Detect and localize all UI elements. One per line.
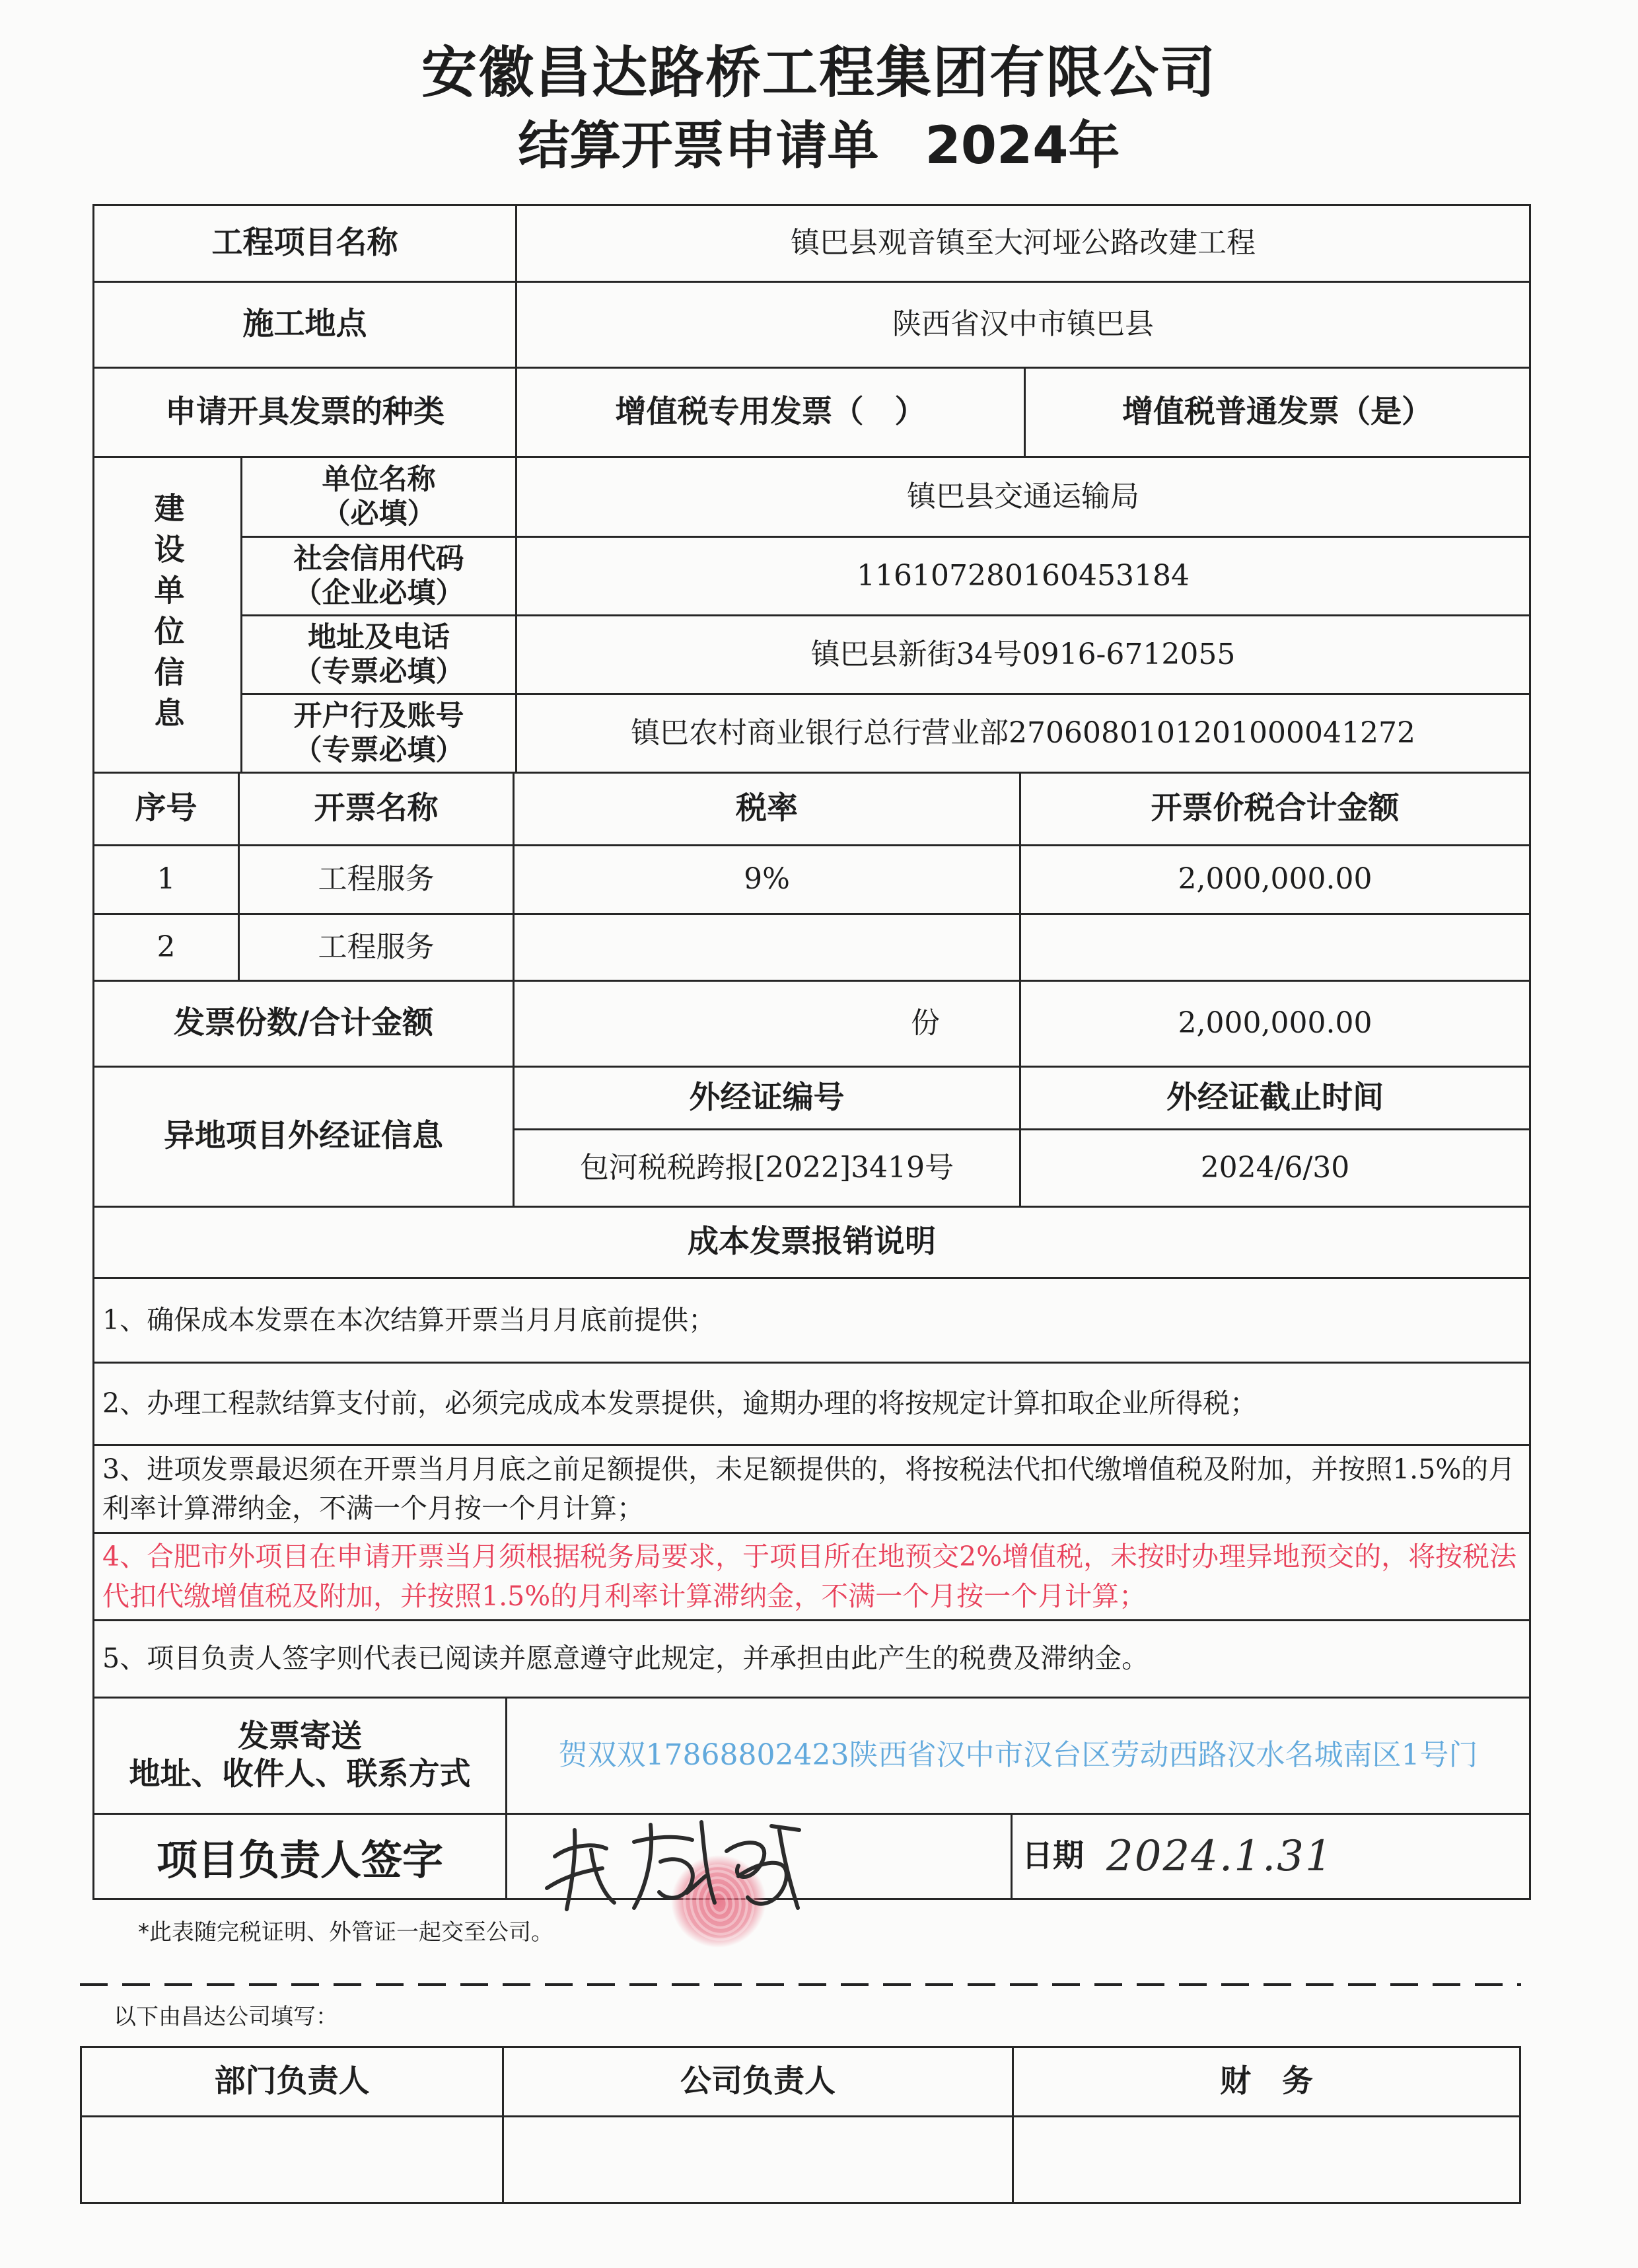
invoice-type-label: 申请开具发票的种类 — [94, 369, 517, 458]
dept-head-header: 部门负责人 — [82, 2048, 504, 2117]
company-head-header: 公司负责人 — [504, 2048, 1014, 2117]
mailing-label-line-2: 地址、收件人、联系方式 — [129, 1755, 471, 1792]
builder-info-group — [94, 458, 242, 774]
date-cell — [1013, 1815, 1531, 1900]
item-row-2-rate — [515, 915, 1021, 982]
item-row-2-name: 工程服务 — [240, 915, 515, 982]
general-vat-invoice-option: 增值税普通发票（是） — [1026, 369, 1531, 458]
permit-no-value: 包河税税跨报[2022]3419号 — [515, 1130, 1021, 1208]
signature-area — [528, 1810, 845, 1956]
unit-name-value: 镇巴县交通运输局 — [517, 458, 1531, 538]
internal-approval-table — [80, 2046, 1521, 2204]
handwritten-date: 2024.1.31 — [1106, 1832, 1334, 1881]
unit-name-label: 单位名称 — [322, 462, 436, 496]
company-head-sign-cell — [504, 2117, 1014, 2204]
builder-field-label — [242, 616, 517, 695]
builder-field-label — [242, 695, 517, 774]
mailing-label — [94, 1699, 507, 1815]
form-title — [0, 116, 1638, 176]
manager-signature-label: 项目负责人签字 — [94, 1815, 507, 1900]
date-label: 日期 — [1022, 1837, 1084, 1874]
unit-name-note: （必填） — [322, 497, 436, 530]
cut-line-divider — [80, 1983, 1521, 1986]
credit-code-note: （企业必填） — [293, 577, 464, 610]
address-phone-value: 镇巴县新街34号0916-6712055 — [517, 616, 1531, 695]
address-phone-note: （专票必填） — [293, 655, 464, 688]
note-item-3: 3、进项发票最迟须在开票当月月底之前足额提供，未足额提供的，将按税法代扣代缴增值税及附加，并按照1.5%的月利率计算滞纳金，不满一个月按一个月计算； — [94, 1446, 1531, 1534]
header-no: 序号 — [94, 774, 240, 846]
project-name-label: 工程项目名称 — [94, 206, 517, 283]
credit-code-value: 116107280160453184 — [517, 538, 1531, 616]
dept-head-sign-cell — [82, 2117, 504, 2204]
company-title: 安徽昌达路桥工程集团有限公司 — [421, 40, 1217, 105]
header-item-name: 开票名称 — [240, 774, 515, 846]
permit-no-header: 外经证编号 — [515, 1068, 1021, 1130]
special-vat-invoice-option: 增值税专用发票（ ） — [517, 369, 1026, 458]
note-item-1: 1、确保成本发票在本次结算开票当月月底前提供； — [94, 1279, 1531, 1364]
permit-deadline-header: 外经证截止时间 — [1021, 1068, 1531, 1130]
totals-label: 发票份数/合计金额 — [94, 982, 515, 1068]
fingerprint-seal — [662, 1847, 775, 1956]
application-table — [92, 204, 1531, 1900]
bank-account-value: 镇巴农村商业银行总行营业部2706080101201000041272 — [517, 695, 1531, 774]
builder-field-label — [242, 538, 517, 616]
site-value: 陕西省汉中市镇巴县 — [517, 283, 1531, 369]
item-row-1-name: 工程服务 — [240, 846, 515, 915]
header-tax-rate: 税率 — [515, 774, 1021, 846]
note-item-2: 2、办理工程款结算支付前，必须完成成本发票提供，逾期办理的将按规定计算扣取企业所得税； — [94, 1364, 1531, 1446]
permit-deadline-value: 2024/6/30 — [1021, 1130, 1531, 1208]
mailing-value: 贺双双17868802423陕西省汉中市汉台区劳动西路汉水名城南区1号门 — [507, 1699, 1531, 1815]
builder-info-group-label: 建设单位信息 — [149, 492, 186, 738]
site-label: 施工地点 — [94, 283, 517, 369]
credit-code-label: 社会信用代码 — [293, 542, 464, 575]
permit-info-label: 异地项目外经证信息 — [94, 1068, 515, 1208]
header-amount: 开票价税合计金额 — [1021, 774, 1531, 846]
finance-sign-cell — [1014, 2117, 1521, 2204]
footnote: *此表随完税证明、外管证一起交至公司。 — [138, 1919, 553, 1946]
totals-amount: 2,000,000.00 — [1021, 982, 1531, 1068]
invoice-count-unit: 份 — [515, 982, 1021, 1068]
item-row-1-no: 1 — [94, 846, 240, 915]
bank-account-label: 开户行及账号 — [293, 699, 464, 733]
internal-section-caption: 以下由昌达公司填写： — [114, 2004, 338, 2030]
notes-title: 成本发票报销说明 — [94, 1208, 1531, 1279]
builder-field-label — [242, 458, 517, 538]
item-row-1-amount: 2,000,000.00 — [1021, 846, 1531, 915]
item-row-2-no: 2 — [94, 915, 240, 982]
item-row-2-amount — [1021, 915, 1531, 982]
note-item-5: 5、项目负责人签字则代表已阅读并愿意遵守此规定，并承担由此产生的税费及滞纳金。 — [94, 1621, 1531, 1699]
project-name-value: 镇巴县观音镇至大河垭公路改建工程 — [517, 206, 1531, 283]
item-row-1-rate: 9% — [515, 846, 1021, 915]
form-name: 结算开票申请单 — [518, 116, 879, 176]
form-year: 2024年 — [925, 116, 1120, 176]
finance-header: 财 务 — [1014, 2048, 1521, 2117]
mailing-label-line-1: 发票寄送 — [238, 1718, 362, 1755]
bank-account-note: （专票必填） — [293, 734, 464, 767]
address-phone-label: 地址及电话 — [308, 620, 450, 654]
note-item-4-warning: 4、合肥市外项目在申请开票当月须根据税务局要求，于项目所在地预交2%增值税，未按时办理异地预交的，将按税法代扣代缴增值税及附加，并按照1.5%的月利率计算滞纳金，不满一个月按一个月计算； — [94, 1534, 1531, 1621]
